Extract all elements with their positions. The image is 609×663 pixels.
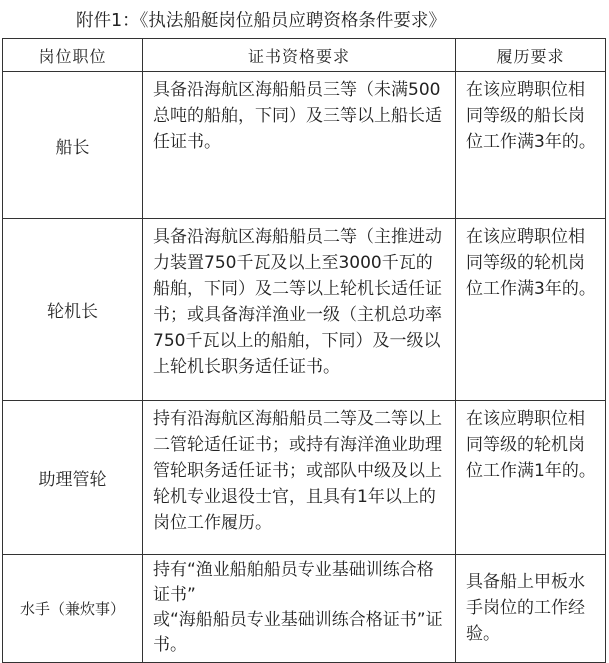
certificate-cell xyxy=(143,555,456,663)
requirements-table xyxy=(2,38,606,663)
table-row xyxy=(3,401,606,555)
header-experience: 履历要求 xyxy=(456,39,606,72)
table-row xyxy=(3,219,606,401)
table-row xyxy=(3,72,606,219)
document-title: 附件1：《执法船艇岗位船员应聘资格条件要求》 xyxy=(76,11,446,31)
post-cell: 助理管轮 xyxy=(3,401,143,555)
post-cell: 船长 xyxy=(3,72,143,219)
certificate-cell: 持有沿海航区海船船员二等及二等以上二管轮适任证书；或持有海洋渔业助理管轮职务适任证书；或部队中级及以上轮机专业退役士官，且具有1年以上的岗位工作履历。 xyxy=(143,401,456,555)
experience-cell: 在该应聘职位相同等级的轮机岗位工作满3年的。 xyxy=(456,219,606,401)
experience-cell: 在该应聘职位相同等级的船长岗位工作满3年的。 xyxy=(456,72,606,219)
header-post: 岗位职位 xyxy=(3,39,143,72)
table-row xyxy=(3,555,606,663)
certificate-cell: 具备沿海航区海船船员二等（主推进动力装置750千瓦及以上至3000千瓦的船舶，下同）及二等以上轮机长适任证书；或具备海洋渔业一级（主机总功率750千瓦以上的船舶，下同）及一级以上轮机长职务适任证书。 xyxy=(143,219,456,401)
certificate-line: 持有“渔业船舶船员专业基础训练合格证书” xyxy=(153,560,434,605)
certificate-cell: 具备沿海航区海船船员三等（未满500总吨的船舶，下同）及三等以上船长适任证书。 xyxy=(143,72,456,219)
certificate-line: 或“海船船员专业基础训练合格证书”证书。 xyxy=(153,610,443,655)
header-certificate: 证书资格要求 xyxy=(143,39,456,72)
post-cell: 轮机长 xyxy=(3,219,143,401)
post-cell: 水手（兼炊事） xyxy=(3,555,143,663)
experience-cell: 具备船上甲板水手岗位的工作经验。 xyxy=(456,555,606,663)
experience-cell: 在该应聘职位相同等级的轮机岗位工作满1年的。 xyxy=(456,401,606,555)
table-header-row xyxy=(3,39,606,72)
